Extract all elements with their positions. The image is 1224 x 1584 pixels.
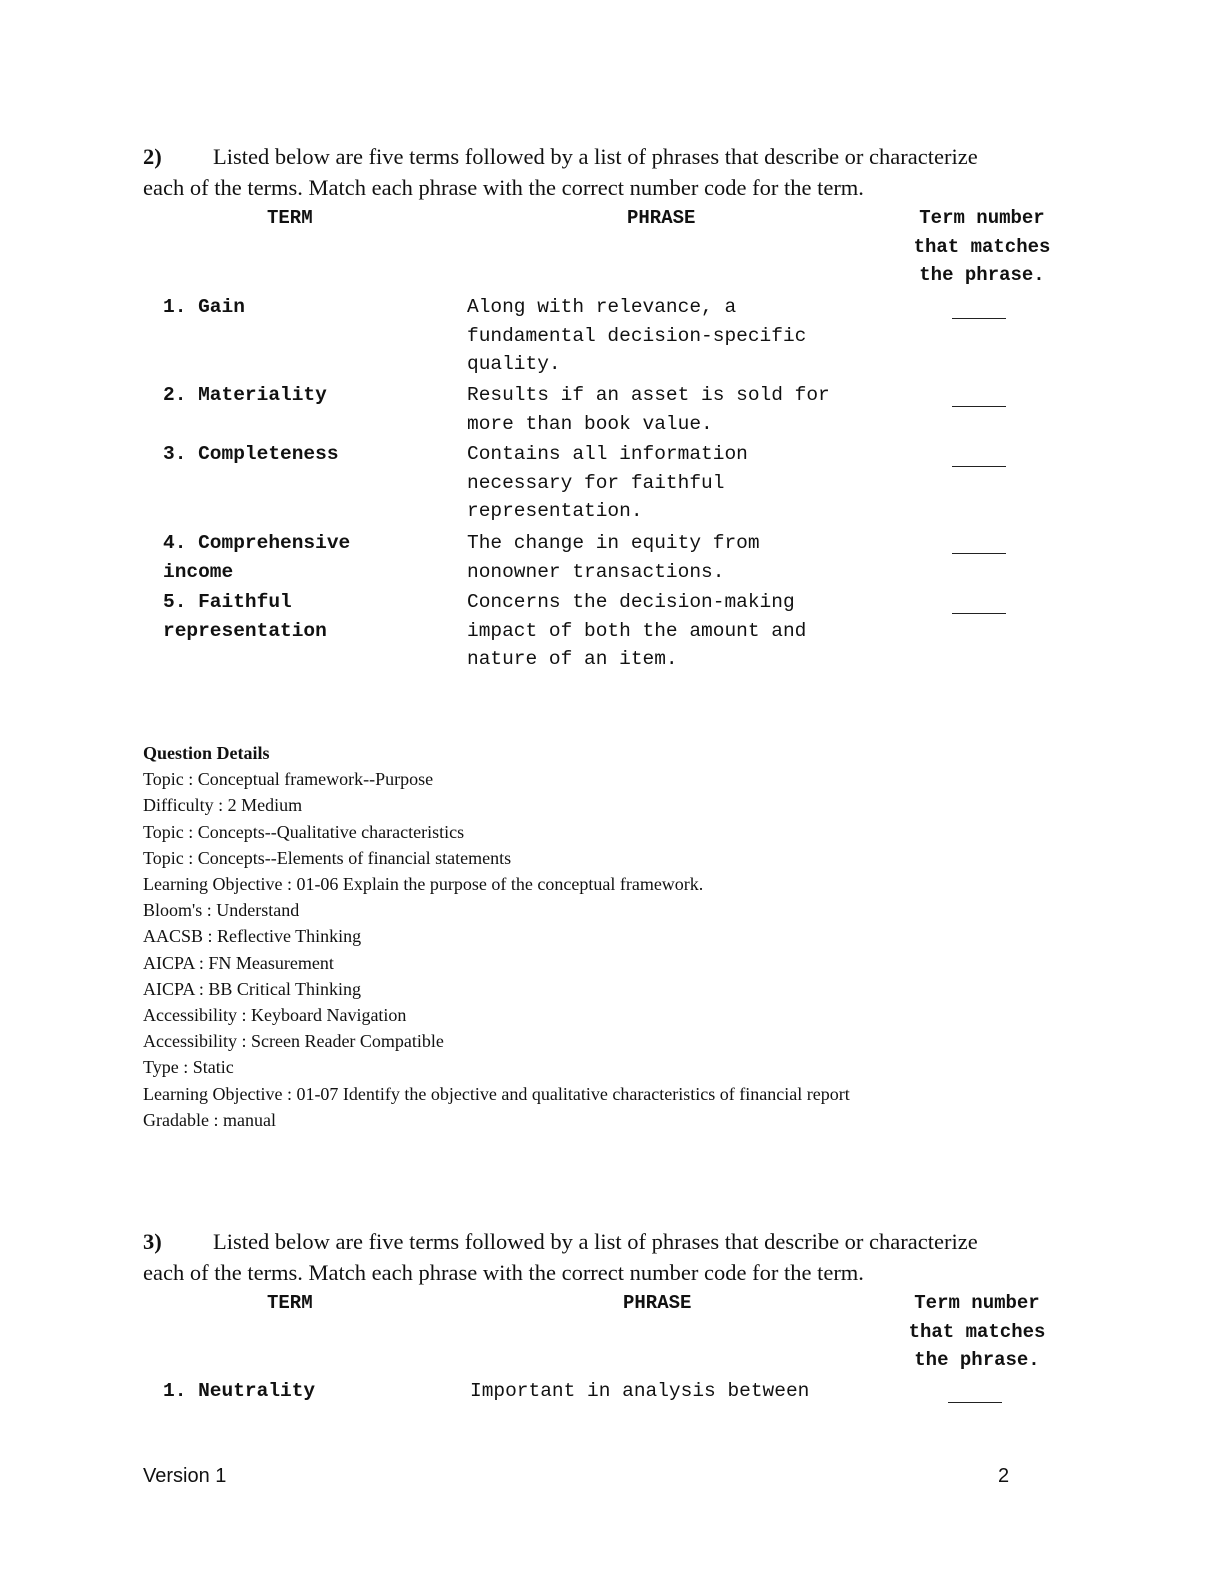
- detail-line: Difficulty : 2 Medium: [143, 795, 303, 816]
- q2-row-1-phrase: Along with relevance, a fundamental decision-specific quality.: [467, 296, 807, 375]
- q2-row-1-term: 1. Gain: [163, 296, 245, 318]
- q3-row-1-phrase: Important in analysis between: [470, 1380, 810, 1402]
- detail-line: Learning Objective : 01-07 Identify the objective and qualitative characteristics of financial report: [143, 1083, 850, 1104]
- detail-line: Type : Static: [143, 1057, 234, 1078]
- q2-col-match: Term number that matches the phrase.: [913, 207, 1051, 286]
- detail-line: AICPA : FN Measurement: [143, 952, 334, 973]
- q2-instructions: [143, 141, 1043, 203]
- q2-row-2-term: 2. Materiality: [163, 384, 327, 406]
- q2-row-3-term: 3. Completeness: [163, 443, 339, 465]
- question-details: [143, 740, 850, 1133]
- q3-col-phrase: PHRASE: [623, 1292, 692, 1314]
- question-details-title: Question Details: [143, 743, 270, 763]
- q2-number: 2): [143, 144, 162, 169]
- q3-instructions-line1: Listed below are five terms followed by a list of phrases that describe or characterize: [213, 1229, 978, 1254]
- detail-line: Learning Objective : 01-06 Explain the purpose of the conceptual framework.: [143, 874, 704, 895]
- q2-row-4-phrase: The change in equity from nonowner transactions.: [467, 532, 760, 583]
- detail-line: Accessibility : Keyboard Navigation: [143, 1005, 407, 1026]
- detail-line: AICPA : BB Critical Thinking: [143, 978, 362, 999]
- detail-line: Topic : Concepts--Elements of financial statements: [143, 847, 512, 868]
- detail-line: Accessibility : Screen Reader Compatible: [143, 1031, 444, 1052]
- detail-line: Bloom's : Understand: [143, 900, 300, 921]
- q3-row-1-term: 1. Neutrality: [163, 1380, 316, 1402]
- q3-instructions-line2: each of the terms. Match each phrase with the correct number code for the term.: [143, 1260, 864, 1285]
- footer-version: Version 1: [143, 1465, 227, 1487]
- q2-col-term: TERM: [267, 207, 313, 229]
- q2-row-2-answer-blank[interactable]: [952, 406, 1006, 407]
- detail-line: Gradable : manual: [143, 1109, 276, 1130]
- footer-page-number: 2: [998, 1465, 1010, 1487]
- q2-row-3-phrase: Contains all information necessary for faithful representation.: [467, 443, 748, 522]
- q2-instructions-line2: each of the terms. Match each phrase with the correct number code for the term.: [143, 175, 864, 200]
- q2-row-5-term: 5. Faithful representation: [163, 591, 327, 642]
- q2-row-4-answer-blank[interactable]: [952, 553, 1006, 554]
- q2-row-5-answer-blank[interactable]: [952, 613, 1006, 614]
- q2-row-2-phrase: Results if an asset is sold for more than book value.: [467, 384, 830, 435]
- q2-row-4-term: 4. Comprehensive income: [163, 532, 351, 583]
- q3-row-1-answer-blank[interactable]: [948, 1402, 1002, 1403]
- detail-line: AACSB : Reflective Thinking: [143, 926, 362, 947]
- q3-col-match: Term number that matches the phrase.: [908, 1292, 1046, 1371]
- q2-instructions-line1: Listed below are five terms followed by a list of phrases that describe or characterize: [213, 144, 978, 169]
- q2-row-1-answer-blank[interactable]: [952, 318, 1006, 319]
- q3-col-term: TERM: [267, 1292, 313, 1314]
- q3-number: 3): [143, 1229, 162, 1254]
- q2-row-5-phrase: Concerns the decision-making impact of both the amount and nature of an item.: [467, 591, 807, 670]
- q2-col-phrase: PHRASE: [627, 207, 696, 229]
- q3-instructions: [143, 1226, 1043, 1288]
- detail-line: Topic : Conceptual framework--Purpose: [143, 769, 434, 790]
- q2-row-3-answer-blank[interactable]: [952, 466, 1006, 467]
- detail-line: Topic : Concepts--Qualitative characteristics: [143, 821, 465, 842]
